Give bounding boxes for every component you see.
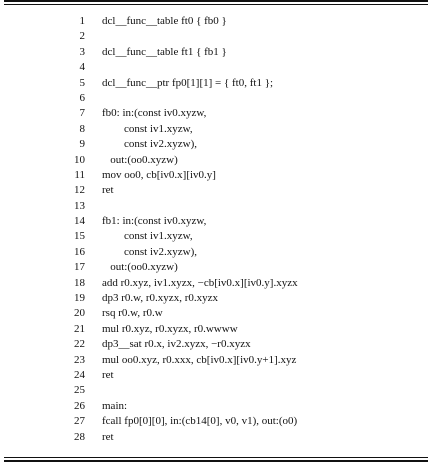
code-line	[4, 353, 428, 368]
line-number: 28	[74, 430, 85, 443]
line-number: 1	[79, 15, 85, 27]
bottom-rule-thin	[4, 457, 428, 458]
line-number: 16	[74, 245, 85, 258]
code-line	[4, 322, 428, 337]
code-line	[4, 383, 428, 398]
line-number: 25	[74, 384, 85, 397]
line-number: 13	[74, 199, 85, 212]
line-code: fb0: in:(const iv0.xyzw,	[102, 107, 207, 120]
line-number: 12	[74, 184, 85, 197]
line-code: ret	[102, 368, 114, 381]
line-code: dcl__func__ptr fp0[1][1] = { ft0, ft1 };	[102, 76, 274, 89]
code-line	[4, 368, 428, 383]
line-number: 19	[74, 292, 85, 305]
code-line	[4, 260, 428, 275]
code-line	[4, 29, 428, 44]
line-number: 22	[74, 338, 85, 351]
line-code: ret	[102, 184, 114, 197]
line-number: 20	[74, 307, 85, 320]
code-line	[4, 168, 428, 183]
code-line	[4, 337, 428, 352]
line-code: main:	[102, 399, 128, 412]
line-number: 15	[74, 230, 85, 243]
line-number: 2	[79, 30, 85, 43]
line-code: mul r0.xyz, r0.xyzx, r0.wwww	[102, 322, 238, 335]
code-listing-table	[4, 0, 428, 466]
code-line	[4, 76, 428, 91]
line-number: 14	[74, 215, 85, 228]
line-code: dp3__sat r0.x, iv2.xyzx, −r0.xyzx	[102, 338, 251, 351]
line-number: 3	[79, 45, 85, 58]
line-code: dp3 r0.w, r0.xyzx, r0.xyzx	[102, 292, 218, 305]
code-line	[4, 214, 428, 229]
top-rule	[4, 0, 428, 2]
line-number: 21	[74, 322, 85, 335]
line-code: fcall fp0[0][0], in:(cb14[0], v0, v1), out:(o0)	[102, 415, 298, 428]
line-number: 7	[79, 107, 85, 120]
code-line	[4, 199, 428, 214]
line-number: 5	[79, 76, 85, 89]
line-number: 4	[79, 61, 85, 74]
line-code: out:(oo0.xyzw)	[102, 261, 178, 274]
line-code: add r0.xyz, iv1.xyzx, −cb[iv0.x][iv0.y].xyzx	[102, 276, 298, 289]
code-line	[4, 245, 428, 260]
code-line	[4, 60, 428, 75]
line-code: const iv1.xyzw,	[102, 122, 193, 135]
line-code: ret	[102, 430, 114, 443]
code-line	[4, 106, 428, 121]
code-line	[4, 430, 428, 445]
code-line	[4, 137, 428, 152]
line-number: 10	[74, 153, 85, 166]
code-line	[4, 399, 428, 414]
line-number: 9	[79, 138, 85, 151]
line-code: rsq r0.w, r0.w	[102, 307, 163, 320]
line-number: 17	[74, 261, 85, 274]
code-line	[4, 276, 428, 291]
line-number: 26	[74, 399, 85, 412]
line-code: const iv2.xyzw),	[102, 245, 198, 258]
top-rule-thin	[4, 4, 428, 5]
code-line	[4, 153, 428, 168]
line-code: fb1: in:(const iv0.xyzw,	[102, 215, 207, 228]
line-number: 18	[74, 276, 85, 289]
code-line	[4, 122, 428, 137]
line-number: 27	[74, 415, 85, 428]
line-code: const iv1.xyzw,	[102, 230, 193, 243]
bottom-rule	[4, 460, 428, 462]
line-code: dcl__func__table ft0 { fb0 }	[102, 15, 227, 27]
line-number: 6	[79, 91, 85, 104]
line-number: 8	[79, 122, 85, 135]
code-line	[4, 291, 428, 306]
line-code: out:(oo0.xyzw)	[102, 153, 178, 166]
line-code: mul oo0.xyz, r0.xxx, cb[iv0.x][iv0.y+1].xyz	[102, 353, 297, 366]
line-code: mov oo0, cb[iv0.x][iv0.y]	[102, 168, 216, 181]
code-line	[4, 414, 428, 429]
code-line	[4, 14, 428, 29]
code-line	[4, 306, 428, 321]
line-code: dcl__func__table ft1 { fb1 }	[102, 45, 227, 58]
code-line	[4, 91, 428, 106]
line-number: 23	[74, 353, 85, 366]
code-line	[4, 229, 428, 244]
code-line	[4, 183, 428, 198]
line-number: 24	[74, 368, 85, 381]
line-number: 11	[74, 168, 85, 181]
line-code: const iv2.xyzw),	[102, 138, 198, 151]
code-line	[4, 45, 428, 60]
code-lines	[4, 14, 428, 445]
